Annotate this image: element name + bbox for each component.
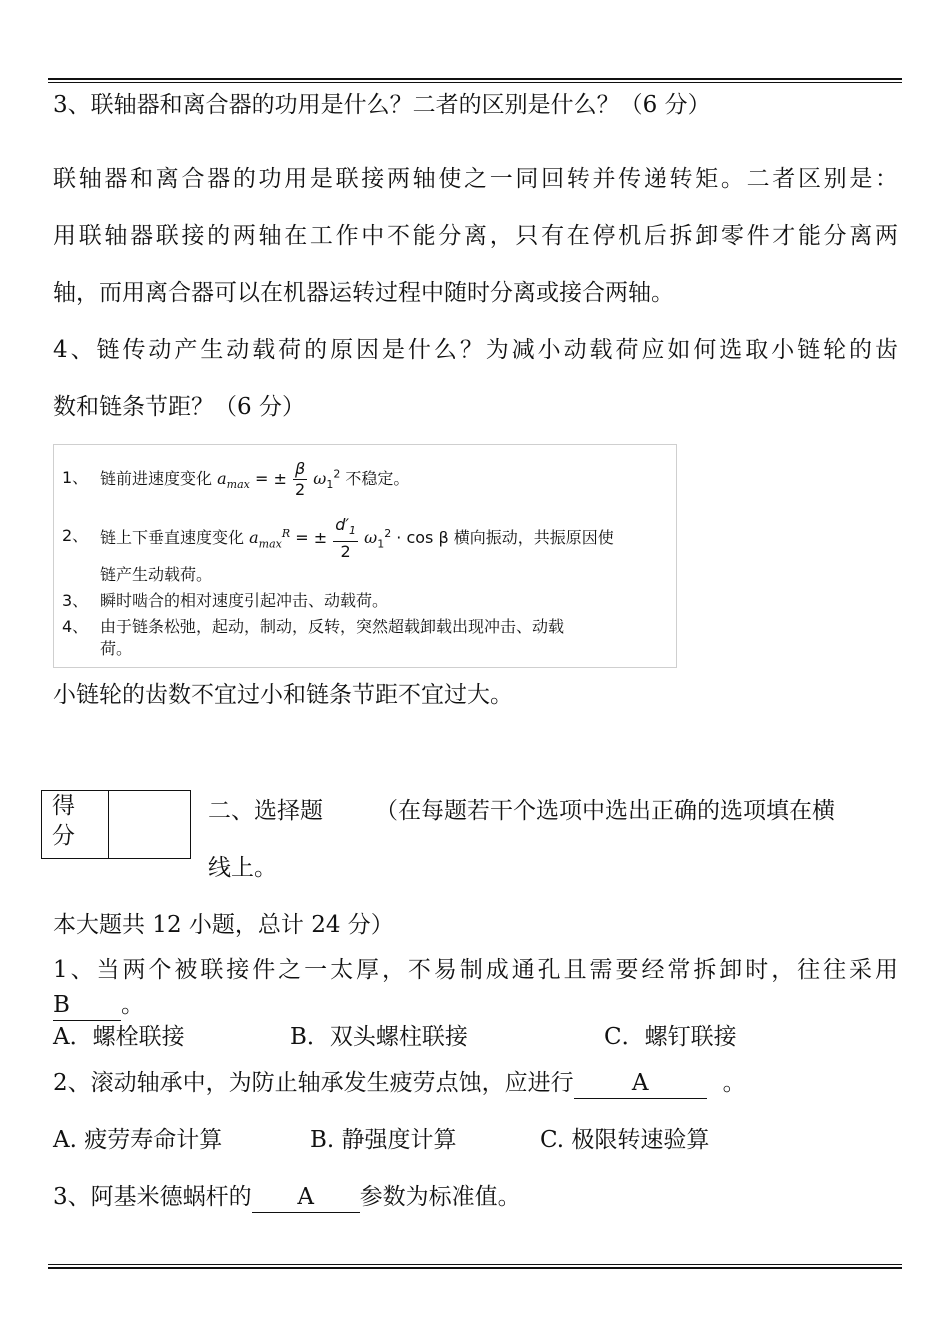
figure-item-3-number: 3、 [62, 591, 89, 610]
choice-q1-end: 。 [121, 992, 144, 1018]
figure-item-3-text: 瞬时啮合的相对速度引起冲击、动载荷。 [100, 591, 389, 610]
choice-q3-line [53, 1182, 521, 1213]
choice-q1-option-c: C．螺钉联接 [604, 1024, 737, 1050]
figure-item-4-number: 4、 [62, 617, 89, 636]
formula-a-max-r: a [249, 528, 259, 548]
formula-equals: = ± [254, 469, 287, 488]
formula-omega-2-sub: 1 [377, 537, 385, 551]
q4-answer: 小链轮的齿数不宜过小和链条节距不宜过大。 [53, 682, 513, 708]
section-2-title-main: 二、选择题 [208, 798, 323, 824]
figure-item-4-line-2: 荷。 [100, 639, 133, 658]
formula-equals-2: = ± [295, 528, 328, 548]
figure-item-2-number: 2、 [62, 526, 89, 545]
formula-a-max-r-sup: R [281, 526, 291, 540]
choice-q2-option-b: B. 静强度计算 [310, 1127, 457, 1153]
score-label-char-2: 分 [52, 823, 75, 849]
choice-q2-end: 。 [722, 1070, 746, 1096]
figure-item-2-tail: 横向振动，共振原因使 [453, 528, 614, 548]
choice-q2-stem: 2、滚动轴承中，为防止轴承发生疲劳点蚀，应进行 [53, 1070, 574, 1096]
q4-question-line-1: 4、链传动产生动载荷的原因是什么？为减小动载荷应如何选取小链轮的齿 [53, 337, 898, 363]
choice-q3-answer-blank[interactable]: A [252, 1182, 360, 1213]
choice-q1-answer-blank[interactable]: B [53, 990, 121, 1021]
figure-item-3 [54, 591, 674, 613]
choice-q3-end: 参数为标准值。 [359, 1184, 521, 1210]
section-2-title [208, 796, 835, 826]
figure-item-1-tail: 不稳定。 [345, 469, 410, 488]
formula-omega-2: ω [364, 528, 378, 548]
choice-q1-option-a: A．螺栓联接 [53, 1024, 185, 1050]
figure-item-2-text: 链上下垂直速度变化 [100, 528, 245, 548]
choice-q1-stem: 1、当两个被联接件之一太厚，不易制成通孔且需要经常拆卸时，往往采用 [53, 957, 898, 983]
q3-question: 3、联轴器和离合器的功用是什么？二者的区别是什么？（6 分） [53, 92, 711, 118]
formula-fraction-beta [293, 459, 307, 500]
score-label-char-1: 得 [52, 793, 75, 819]
choice-q2-answer-blank[interactable]: A [574, 1068, 707, 1099]
formula-omega-2-sup: 2 [384, 526, 392, 540]
choice-q2-option-c: C. 极限转速验算 [540, 1127, 710, 1153]
figure-item-4-text: 由于链条松弛，起动，制动，反转，突然超载卸载出现冲击、动载 [100, 617, 565, 636]
fraction-numerator-d-sub: 1 [349, 524, 357, 538]
formula-a-max-sub: max [226, 478, 250, 492]
top-rule [48, 78, 902, 83]
figure-item-1-text: 链前进速度变化 [100, 469, 213, 488]
fraction-denominator: 2 [294, 480, 306, 499]
score-label [52, 791, 75, 851]
choice-q1-answer-line [53, 990, 144, 1021]
formula-cos-beta: · cos β [396, 528, 449, 548]
figure-item-4 [54, 617, 674, 639]
fraction-numerator-d: d′ [335, 515, 350, 534]
q4-answer-figure [53, 444, 677, 668]
q3-answer-line-1: 联轴器和离合器的功用是联接两轴使之一同回转并传递转矩。二者区别是： [53, 166, 898, 192]
score-box [41, 790, 191, 859]
figure-item-2 [54, 511, 674, 561]
formula-omega-sup: 2 [333, 467, 341, 481]
fraction-denominator-2: 2 [340, 542, 351, 562]
q4-question-line-2: 数和链条节距？（6 分） [53, 394, 305, 420]
formula-a-max-r-sub: max [258, 537, 282, 551]
formula-fraction-d1 [333, 515, 358, 562]
figure-item-1-number: 1、 [62, 468, 89, 487]
choice-q1-option-b: B．双头螺柱联接 [290, 1024, 468, 1050]
section-2-title-line-2: 线上。 [208, 855, 277, 881]
choice-q3-stem: 3、阿基米德蜗杆的 [53, 1184, 252, 1210]
figure-item-1 [54, 455, 674, 503]
score-field[interactable] [109, 791, 190, 858]
formula-a-max: a [217, 469, 227, 488]
fraction-numerator: β [294, 459, 306, 478]
formula-omega-sub: 1 [326, 478, 334, 492]
figure-item-2-line-2: 链产生动载荷。 [100, 565, 213, 584]
choice-q2-option-a: A. 疲劳寿命计算 [53, 1127, 223, 1153]
q3-answer-line-3: 轴，而用离合器可以在机器运转过程中随时分离或接合两轴。 [53, 280, 674, 306]
q3-answer-line-2: 用联轴器联接的两轴在工作中不能分离，只有在停机后拆卸零件才能分离两 [53, 223, 898, 249]
section-2-title-note: （在每题若干个选项中选出正确的选项填在横 [375, 798, 835, 824]
choice-q2-line [53, 1068, 746, 1099]
section-2-title-line-3: 本大题共 12 小题，总计 24 分） [53, 912, 394, 938]
bottom-rule [48, 1264, 902, 1269]
formula-omega: ω [313, 469, 327, 488]
